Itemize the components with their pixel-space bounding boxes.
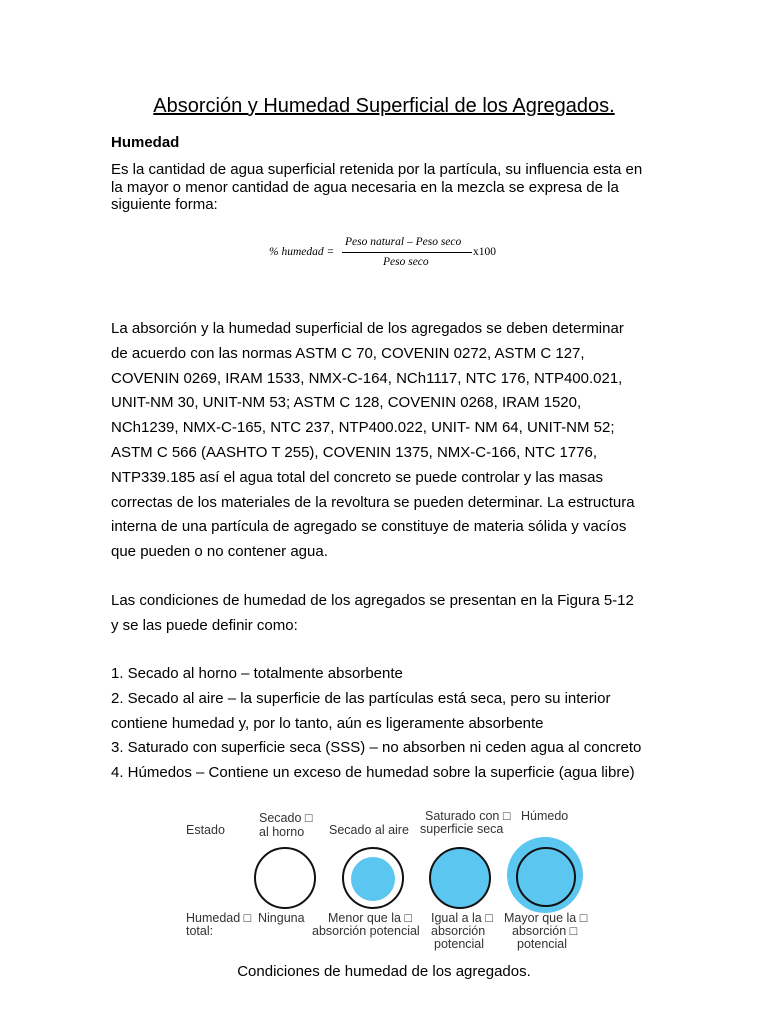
intro-line: Es la cantidad de agua superficial retenida por la partícula, su influencia esta en — [111, 161, 643, 178]
moisture-oven: Ninguna — [258, 911, 305, 925]
list-item: 1. Secado al horno – totalmente absorbente — [111, 665, 403, 682]
state-wet: Húmedo — [521, 809, 569, 823]
formula-numerator: Peso natural – Peso seco — [345, 236, 462, 248]
sss-particle — [429, 847, 491, 909]
list-item: contiene humedad y, por lo tanto, aún es ligeramente absorbente — [111, 714, 544, 732]
standards-line: interna de una partícula de agregado se constituye de materia sólida y vacíos — [111, 518, 627, 536]
standards-line: COVENIN 0269, IRAM 1533, NMX-C-164, NCh1117, NTC 176, NTP400.021, — [111, 369, 623, 387]
intro-line: siguiente forma: — [111, 196, 218, 213]
formula-denominator: Peso seco — [383, 256, 429, 268]
oven-dry-particle — [254, 847, 316, 909]
standards-line: correctas de los materiales de la revoltura se pueden determinar. La estructura — [111, 493, 635, 511]
conditions-list — [111, 662, 641, 786]
section-heading: Humedad — [111, 134, 180, 151]
formula-lhs: % humedad = — [269, 246, 335, 258]
row-label-moisture-line2: total: — [186, 924, 214, 938]
row-label-moisture-line1: Humedad □ — [186, 911, 252, 925]
standards-line: NTP339.185 así el agua total del concreto se puede controlar y las masas — [111, 468, 603, 486]
air-dry-particle — [342, 847, 404, 909]
moisture-wet-line1: Mayor que la □ — [504, 911, 588, 925]
conditions-intro-paragraph — [111, 589, 634, 639]
standards-line: UNIT-NM 30, UNIT-NM 53; ASTM C 128, COVENIN 0268, IRAM 1520, — [111, 394, 582, 412]
standards-line: ASTM C 566 (AASHTO T 255), COVENIN 1375, NMX-C-166, NTC 1776, — [111, 443, 598, 461]
standards-line: La absorción y la humedad superficial de los agregados se deben determinar — [111, 320, 624, 337]
list-item: 4. Húmedos – Contiene un exceso de humedad sobre la superficie (agua libre) — [111, 764, 635, 782]
state-sss-line1: Saturado con □ — [425, 809, 511, 823]
standards-line: que pueden o no contener agua. — [111, 543, 328, 561]
intro-line: la mayor o menor cantidad de agua necesaria en la mezcla se expresa de la — [111, 178, 619, 196]
list-item: 2. Secado al aire – la superficie de las partículas está seca, pero su interior — [111, 689, 611, 707]
moisture-sss-line2: absorción — [431, 924, 486, 938]
formula-fraction-bar — [342, 252, 472, 253]
moisture-wet-line3: potencial — [517, 937, 568, 951]
figure-caption: Condiciones de humedad de los agregados. — [237, 963, 531, 980]
standards-line: NCh1239, NMX-C-165, NTC 237, NTP400.022, UNIT- NM 64, UNIT-NM 52; — [111, 419, 615, 437]
conditions-intro-line: Las condiciones de humedad de los agregados se presentan en la Figura 5-12 — [111, 592, 634, 609]
moisture-formula — [269, 234, 509, 274]
moisture-sss-line3: potencial — [434, 937, 485, 951]
standards-paragraph — [111, 317, 635, 565]
state-oven-line1: Secado □ — [259, 811, 313, 825]
moisture-sss-line1: Igual a la □ — [431, 911, 493, 925]
row-label-state: Estado — [186, 823, 225, 837]
air-dry-moist-core — [351, 857, 395, 901]
document-title: Absorción y Humedad Superficial de los Agregados. — [153, 95, 615, 117]
moisture-wet-line2: absorción □ — [512, 924, 578, 938]
moisture-air-line2: absorción potencial — [312, 924, 420, 938]
state-oven-line2: al horno — [259, 825, 305, 839]
conditions-intro-line: y se las puede definir como: — [111, 616, 298, 634]
state-sss-line2: superficie seca — [420, 822, 504, 836]
intro-paragraph — [111, 161, 671, 214]
formula-multiplier: x100 — [473, 246, 496, 258]
standards-line: de acuerdo con las normas ASTM C 70, COVENIN 0272, ASTM C 127, — [111, 344, 585, 362]
list-item: 3. Saturado con superficie seca (SSS) – no absorben ni ceden agua al concreto — [111, 739, 642, 757]
state-air: Secado al aire — [329, 823, 409, 837]
wet-particle — [516, 847, 576, 907]
moisture-air-line1: Menor que la □ — [328, 911, 412, 925]
